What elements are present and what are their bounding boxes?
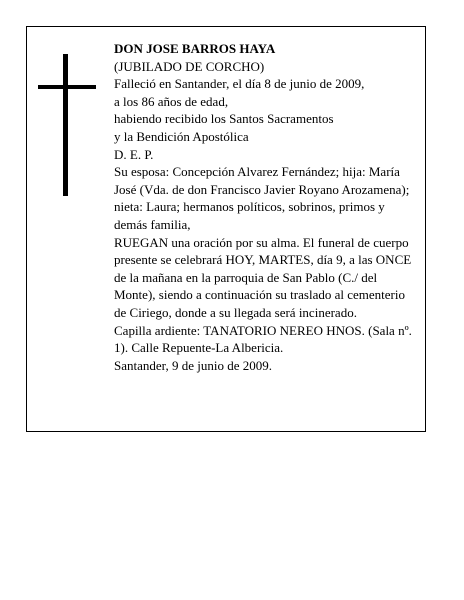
family-paragraph: Su esposa: Concepción Alvarez Fernández; hija: María José (Vda. de don Francisco Javier Royano Arozamena); nieta: Laura; hermanos políticos, sobrinos, primos y demás familia, <box>114 164 410 232</box>
deceased-name: DON JOSE BARROS HAYA <box>114 41 276 56</box>
deceased-occupation: (JUBILADO DE CORCHO) <box>114 58 265 74</box>
blessing-line: y la Bendición Apostólica <box>114 128 249 144</box>
funeral-paragraph: RUEGAN una oración por su alma. El funeral de cuerpo presente se celebrará HOY, MARTES, día 9, a las ONCE de la mañana en la parroquia de San Pablo (C./ del Monte), siendo a continuación su traslado al cementerio de Ciriego, donde a su llegada será incinerado. <box>114 234 412 320</box>
age-line: a los 86 años de edad, <box>114 93 229 109</box>
chapel-paragraph: Capilla ardiente: TANATORIO NEREO HNOS. (Sala nº. 1). Calle Repuente-La Albericia. <box>114 322 412 356</box>
cross-vertical-bar <box>63 54 68 196</box>
sacraments-line: habiendo recibido los Santos Sacramentos <box>114 111 334 127</box>
date-line: Santander, 9 de junio de 2009. <box>114 357 272 373</box>
cross-horizontal-bar <box>38 85 96 89</box>
obituary-text <box>114 40 416 374</box>
latin-cross-icon <box>38 54 96 196</box>
death-notice-line: Falleció en Santander, el día 8 de junio de 2009, <box>114 76 365 92</box>
dep-line: D. E. P. <box>114 146 154 162</box>
